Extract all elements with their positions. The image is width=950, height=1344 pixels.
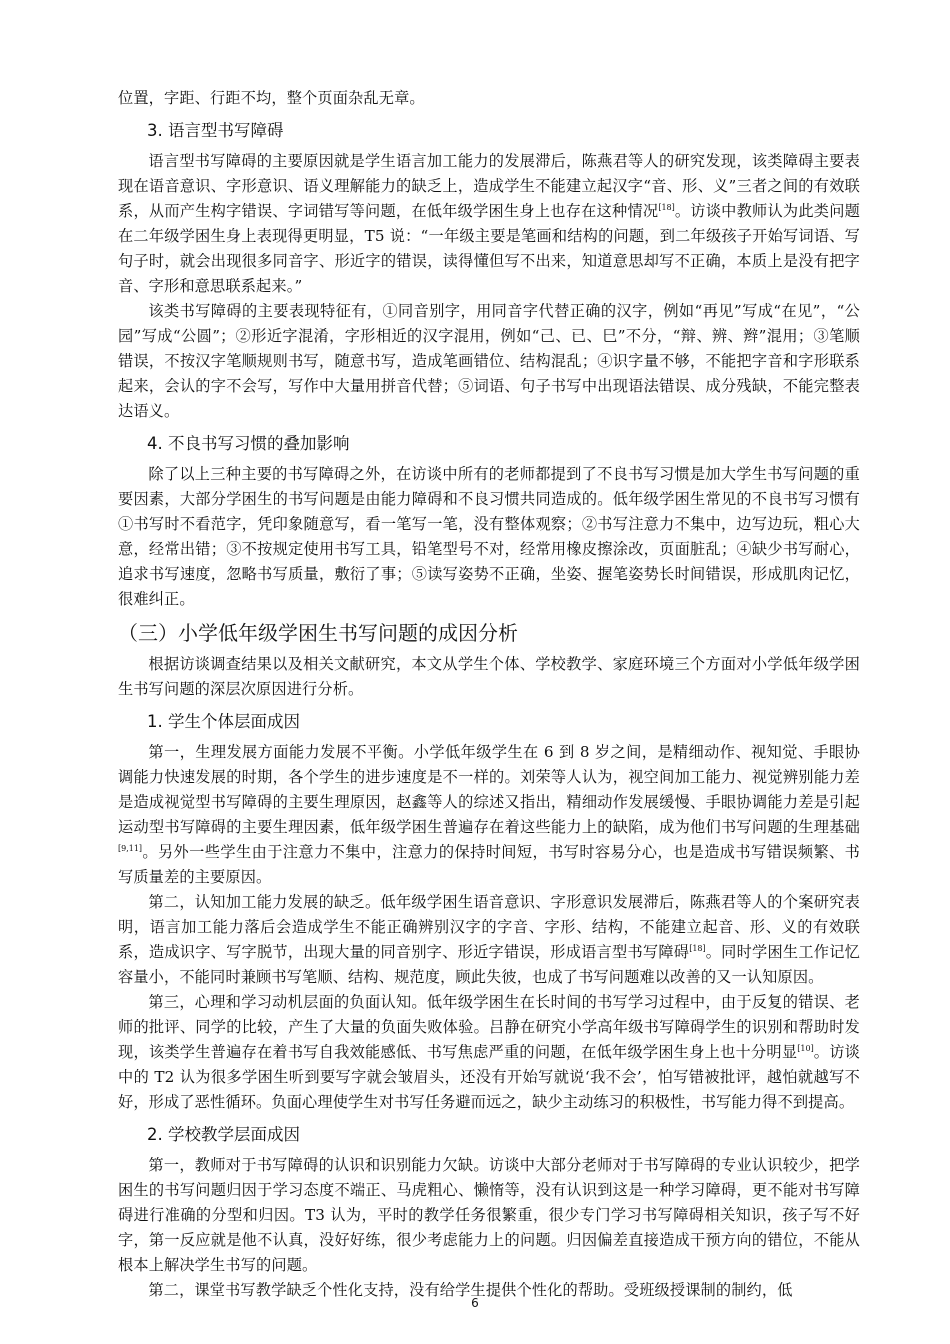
paragraph-text: 。另外一些学生由于注意力不集中，注意力的保持时间短，书写时容易分心，也是造成书写错误频繁、书写质量差的主要原因。: [118, 843, 860, 886]
paragraph-continued: 位置，字距、行距不均，整个页面杂乱无章。: [118, 89, 425, 107]
paragraph-text: 第一，生理发展方面能力发展不平衡。小学低年级学生在 6 到 8 岁之间，是精细动作、视知觉、手眼协调能力快速发展的时期，各个学生的进步速度是不一样的。刘荣等人认为，视空间加工能力、视觉辨别能力差是造成视觉型书写障碍的主要生理原因，赵鑫等人的综述又指出，精细动作发展缓慢、手眼协调能力差是引起运动型书写障碍的主要生理因素，低年级学困生普遍存在着这些能力上的缺陷，成为他们书写问题的生理基础: [118, 743, 860, 836]
section-heading-causes: （三）小学低年级学困生书写问题的成因分析: [118, 621, 518, 645]
paragraph-classroom-support: 第二，课堂书写教学缺乏个性化支持，没有给学生提供个性化的帮助。受班级授课制的制约，低: [148, 1281, 793, 1299]
paragraph-text: 第二，认知加工能力发展的缺乏。低年级学困生语音意识、字形意识发展滞后，陈燕君等人的个案研究表明，语言加工能力落后会造成学生不能正确辨别汉字的字音、字形、结构，不能建立起音、形、义的有效联系，造成识字、写字脱节，出现大量的同音别字、形近字错误，形成语言型书写障碍: [118, 893, 860, 961]
paragraph-psychological: [118, 990, 860, 1115]
paragraph-cognitive: [118, 890, 860, 990]
citation-ref: [10]: [797, 1043, 814, 1053]
paragraph-text: 。访谈中的 T2 认为很多学困生听到要写字就会皱眉头，还没有开始写就说‘我不会’，怕写错被批评，越怕就越写不好，形成了恶性循环。负面心理使学生对书写任务避而远之，缺少主动练习的积极性，书写能力得不到提高。: [118, 1043, 861, 1111]
heading-language-dysgraphia: 3. 语言型书写障碍: [147, 121, 284, 140]
paragraph-teacher-recognition: 第一，教师对于书写障碍的认识和识别能力欠缺。访谈中大部分老师对于书写障碍的专业认识较少，把学困生的书写问题归因于学习态度不端正、马虎粗心、懒惰等，没有认识到这是一种学习障碍，更不能对书写障碍进行准确的分型和归因。T3 认为，平时的教学任务很繁重，很少专门学习书写障碍相关知识，孩子写不好字，第一反应就是他不认真，没好好练，很少考虑能力上的问题。归因偏差直接造成干预方向的错位，不能从根本上解决学生书写的问题。: [118, 1156, 860, 1274]
paragraph-language-cause: [118, 149, 860, 299]
heading-bad-habits: 4. 不良书写习惯的叠加影响: [147, 434, 350, 453]
citation-ref: [18]: [658, 202, 675, 212]
citation-ref: [9,11]: [118, 843, 143, 853]
heading-school-causes: 2. 学校教学层面成因: [147, 1125, 300, 1144]
paragraph-text: 第三，心理和学习动机层面的负面认知。低年级学困生在长时间的书写学习过程中，由于反复的错误、老师的批评、同学的比较，产生了大量的负面失败体验。吕静在研究小学高年级书写障碍学生的识别和帮助时发现，该类学生普遍存在着书写自我效能感低、书写焦虑严重的问题，在低年级学困生身上也十分明显: [118, 993, 860, 1061]
paragraph-causes-intro: 根据访谈调查结果以及相关文献研究，本文从学生个体、学校教学、家庭环境三个方面对小学低年级学困生书写问题的深层次原因进行分析。: [118, 655, 860, 698]
paragraph-text: 。访谈中教师认为此类问题在二年级学困生身上表现得更明显，T5 说：“一年级主要是笔画和结构的问题，到二年级孩子开始写词语、写句子时，就会出现很多同音字、形近字的错误，读得懂但写不出来，知道意思却写不正确，本质上是没有把字音、字形和意思联系起来。”: [118, 202, 861, 295]
paragraph-physiological: [118, 740, 860, 890]
page-body: [118, 86, 860, 1303]
heading-individual-causes: 1. 学生个体层面成因: [147, 712, 300, 731]
paragraph-text: 。同时学困生工作记忆容量小，不能同时兼顾书写笔顺、结构、规范度，顾此失彼，也成了书写问题难以改善的又一认知原因。: [118, 943, 861, 986]
paragraph-bad-habits: 除了以上三种主要的书写障碍之外，在访谈中所有的老师都提到了不良书写习惯是加大学生书写问题的重要因素，大部分学困生的书写问题是由能力障碍和不良习惯共同造成的。低年级学困生常见的不良书写习惯有①书写时不看范字，凭印象随意写，看一笔写一笔，没有整体观察；②书写注意力不集中，边写边玩，粗心大意，经常出错；③不按规定使用书写工具，铅笔型号不对，经常用橡皮擦涂改，页面脏乱；④缺少书写耐心，追求书写速度，忽略书写质量，敷衍了事；⑤读写姿势不正确，坐姿、握笔姿势长时间错误，形成肌肉记忆，很难纠正。: [118, 465, 860, 608]
paragraph-language-features: 该类书写障碍的主要表现特征有，①同音别字，用同音字代替正确的汉字，例如“再见”写成“在见”，“公园”写成“公圆”；②形近字混淆，字形相近的汉字混用，例如“己、已、巳”不分，“辩、辨、辫”混用；③笔顺错误，不按汉字笔顺规则书写，随意书写，造成笔画错位、结构混乱；④识字量不够，不能把字音和字形联系起来，会认的字不会写，写作中大量用拼音代替；⑤词语、句子书写中出现语法错误、成分残缺，不能完整表达语义。: [118, 302, 860, 420]
page-number: 6: [471, 1296, 479, 1310]
citation-ref: [18]: [689, 943, 706, 953]
paragraph-text: 语言型书写障碍的主要原因就是学生语言加工能力的发展滞后，陈燕君等人的研究发现，该类障碍主要表现在语音意识、字形意识、语义理解能力的缺乏上，造成学生不能建立起汉字“音、形、义”三者之间的有效联系，从而产生构字错误、字词错写等问题，在低年级学困生身上也存在这种情况: [118, 152, 860, 220]
